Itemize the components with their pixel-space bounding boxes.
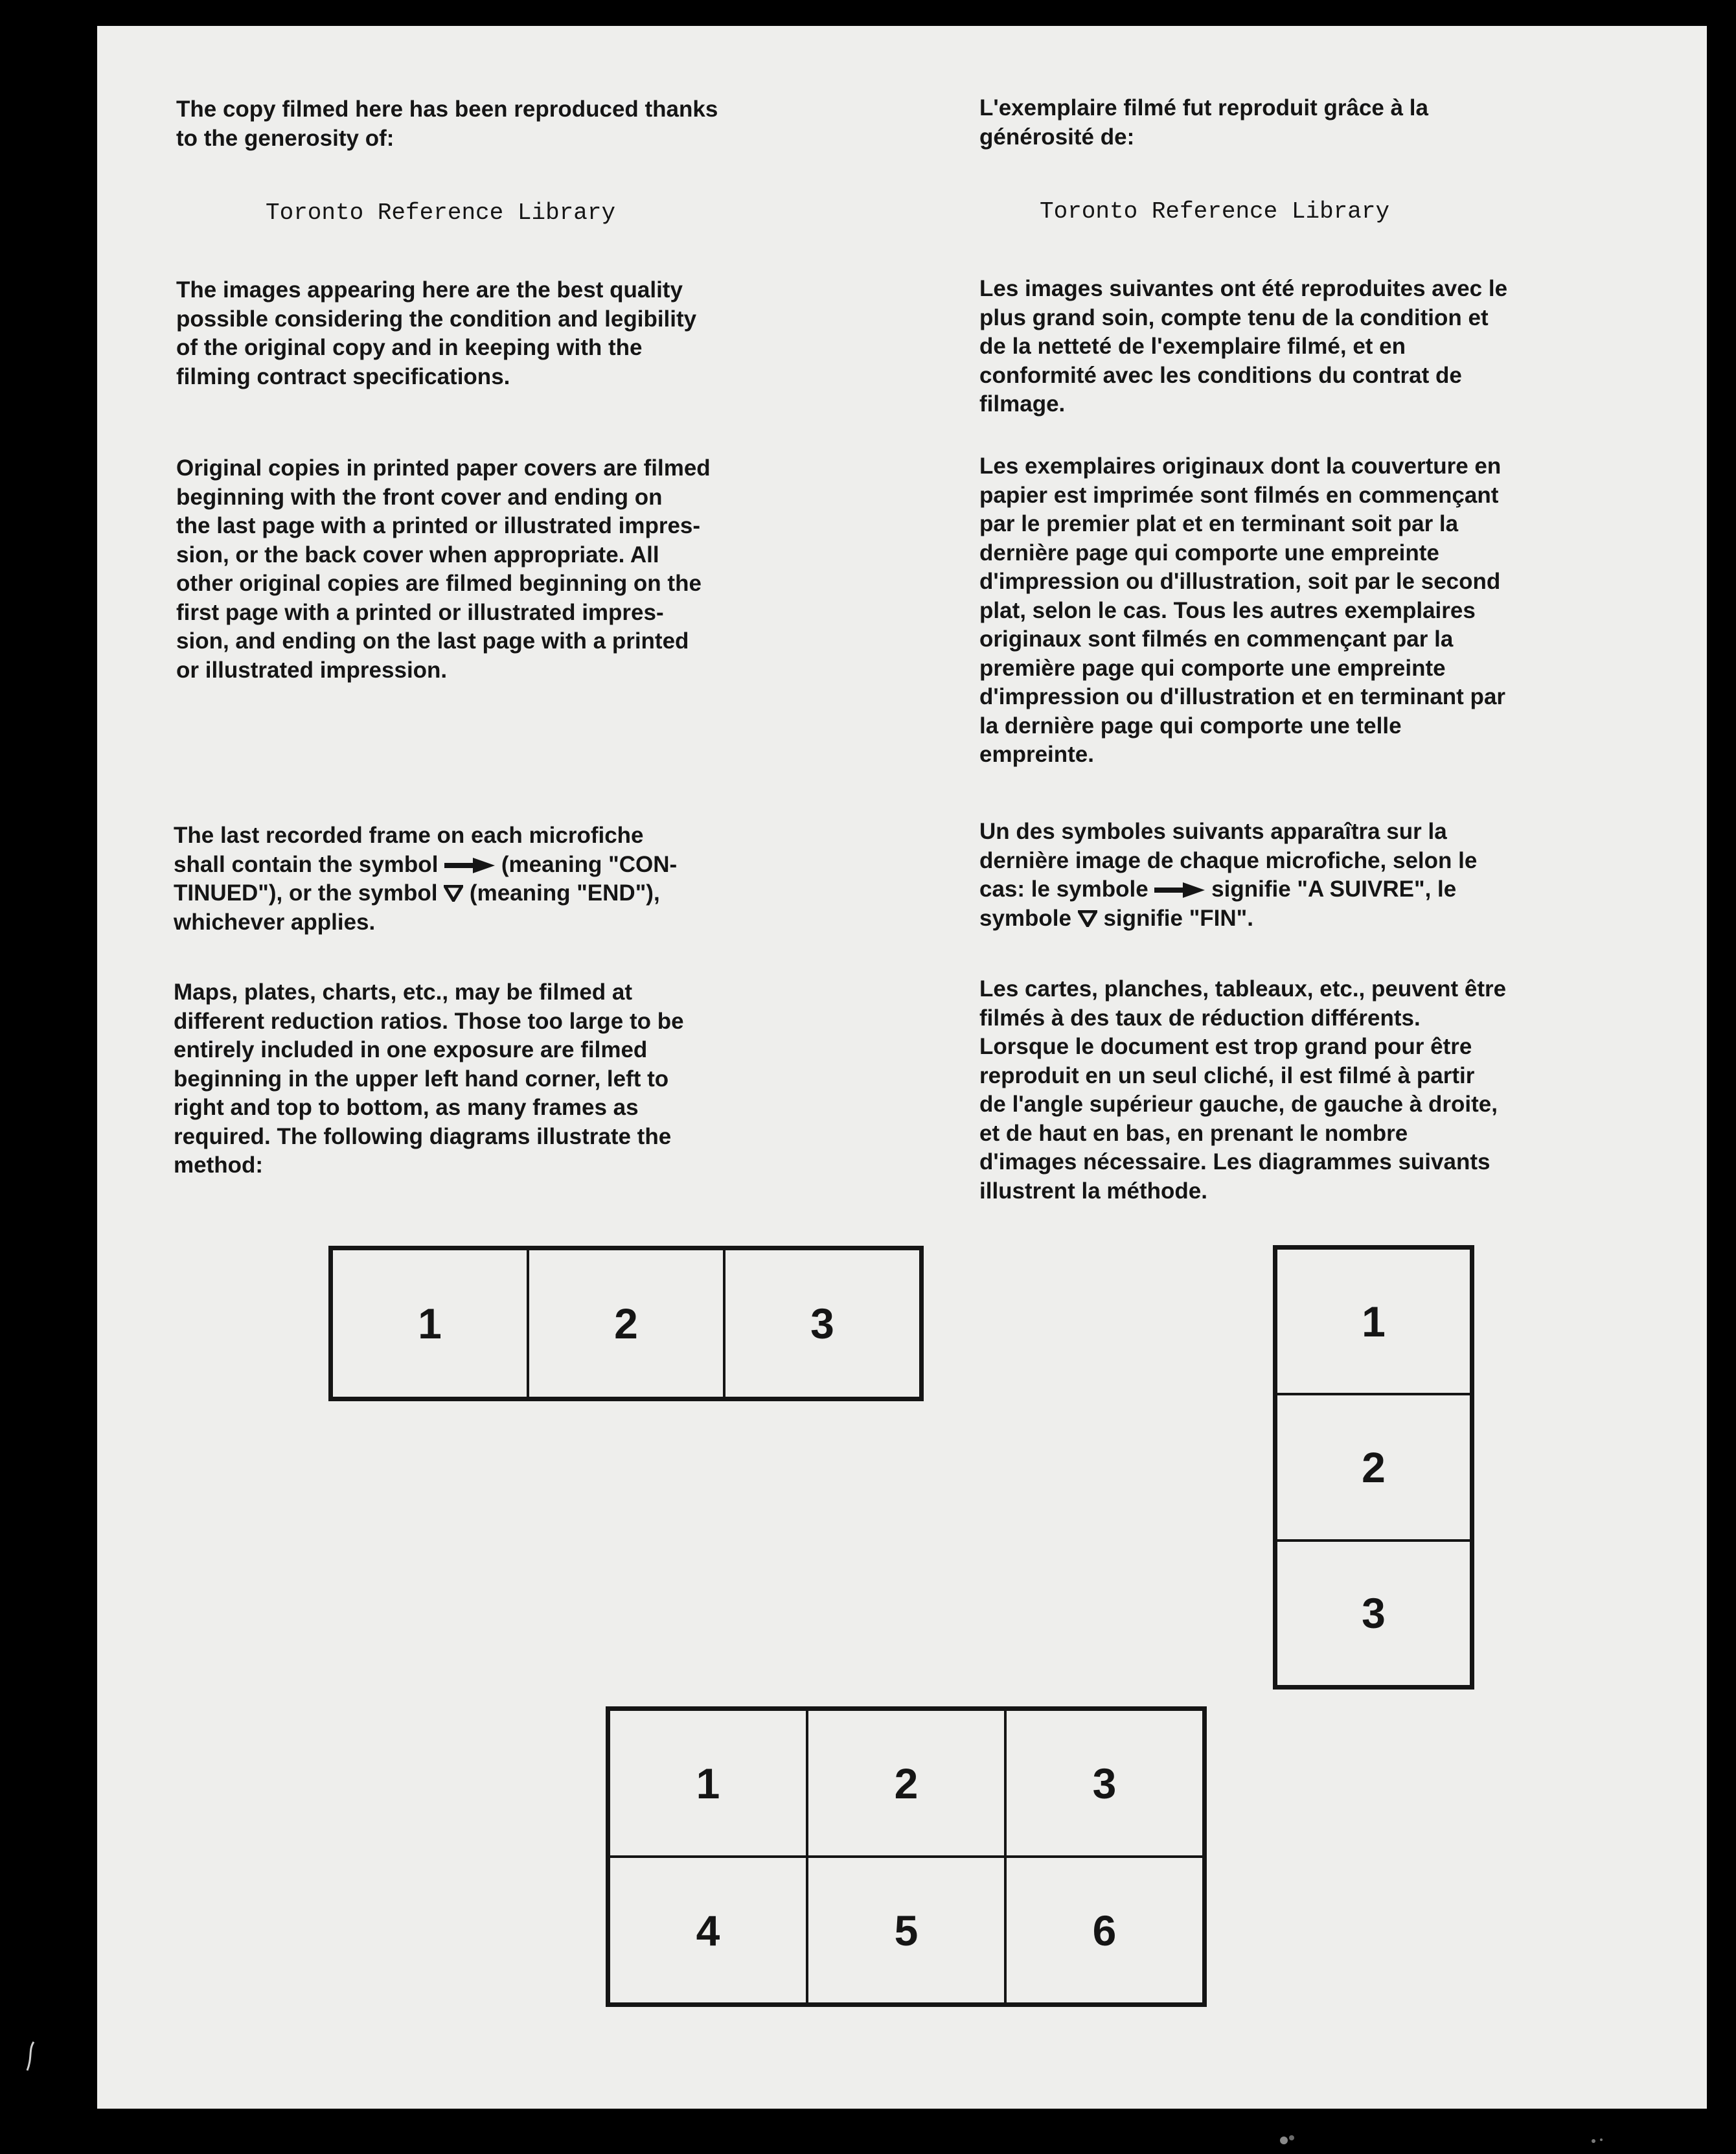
left-library-name: Toronto Reference Library bbox=[266, 200, 616, 226]
right-arrow-icon bbox=[1154, 882, 1205, 899]
frame-cell: 3 bbox=[1276, 1541, 1471, 1686]
frame-cell: 1 bbox=[1276, 1248, 1471, 1394]
scan-artifact bbox=[25, 2041, 38, 2073]
left-maps-paragraph: Maps, plates, charts, etc., may be filmed at different reduction ratios. Those too large to be entirely included in one exposure are filmed beginning in the upper left hand corner, left to right and top to bottom, as many frames as required. The following diagrams illustrate the method: bbox=[174, 980, 684, 1178]
frame-cell: 1 bbox=[609, 1710, 807, 1857]
frame-cell: 4 bbox=[609, 1857, 807, 2004]
frame-cell: 5 bbox=[807, 1857, 1005, 2004]
down-triangle-icon bbox=[444, 885, 463, 902]
vertical-frame-diagram bbox=[1273, 1245, 1474, 1690]
frame-cell: 2 bbox=[1276, 1394, 1471, 1540]
right-covers-paragraph: Les exemplaires originaux dont la couverture en papier est imprimée sont filmés en commençant par le premier plat et en terminant soit par la dernière page qui comporte une empreinte d'impression ou d'illustration, soit par le second plat, selon le cas. Tous les autres exemplaires originaux sont filmés en commençant par la première page qui comporte une empreinte d'impression ou d'illustration et en terminant par la dernière page qui comporte une telle empreinte. bbox=[979, 453, 1506, 767]
left-intro: The copy filmed here has been reproduced thanks to the generosity of: bbox=[176, 97, 718, 151]
left-covers-paragraph: Original copies in printed paper covers are filmed beginning with the front cover and ending on the last page with a printed or illustrated impres- sion, or the back cover when appropriate. All other original copies are filmed beginning on the first page with a printed or illustrated impres- sion, and ending on the last page with a printed or illustrated impression. bbox=[176, 455, 711, 683]
right-symbols-paragraph: Un des symboles suivants apparaîtra sur la dernière image de chaque microfiche, selon le cas: le symbole signifie "A SUIVRE", le symbole signifie "FIN". bbox=[979, 819, 1478, 931]
left-symbols-paragraph: The last recorded frame on each microfiche shall contain the symbol (meaning "CON- TINUED"), or the symbol (meaning "END"), whichever applies. bbox=[174, 823, 678, 935]
grid-frame-diagram bbox=[606, 1706, 1207, 2007]
frame-cell: 3 bbox=[724, 1249, 920, 1398]
scan-artifact bbox=[1587, 2135, 1613, 2148]
horizontal-frame-diagram bbox=[328, 1246, 924, 1401]
frame-cell: 2 bbox=[528, 1249, 724, 1398]
frame-cell: 1 bbox=[332, 1249, 528, 1398]
document-page bbox=[97, 26, 1707, 2109]
left-quality-paragraph: The images appearing here are the best quality possible considering the condition and legibility of the original copy and in keeping with the filming contract specifications. bbox=[176, 277, 697, 389]
right-arrow-icon bbox=[444, 857, 495, 874]
right-intro: L'exemplaire filmé fut reproduit grâce à la générosité de: bbox=[979, 95, 1428, 150]
right-quality-paragraph: Les images suivantes ont été reproduites avec le plus grand soin, compte tenu de la condition et de la netteté de l'exemplaire filmé, et en conformité avec les conditions du contrat de filmage. bbox=[979, 276, 1508, 417]
frame-cell: 2 bbox=[807, 1710, 1005, 1857]
right-library-name: Toronto Reference Library bbox=[1040, 198, 1390, 225]
right-maps-paragraph: Les cartes, planches, tableaux, etc., peuvent être filmés à des taux de réduction différents. Lorsque le document est trop grand pour être reproduit en un seul cliché, il est filmé à partir de l'angle supérieur gauche, de gauche à droite, et de haut en bas, en prenant le nombre d'images nécessaire. Les diagrammes suivants illustrent la méthode. bbox=[979, 976, 1507, 1204]
scan-artifact bbox=[1276, 2131, 1302, 2148]
down-triangle-icon bbox=[1078, 910, 1097, 927]
frame-cell: 3 bbox=[1005, 1710, 1204, 1857]
frame-cell: 6 bbox=[1005, 1857, 1204, 2004]
